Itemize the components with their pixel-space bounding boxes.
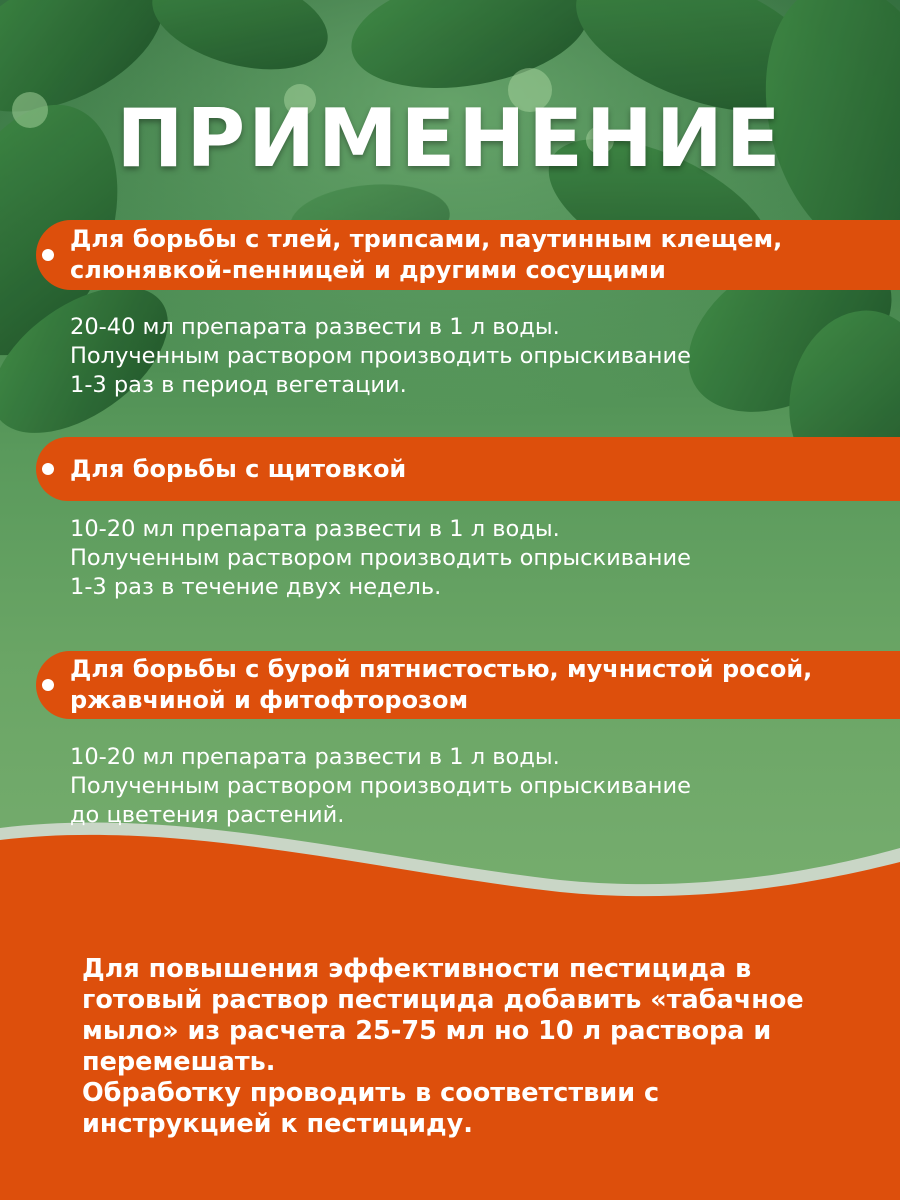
description-line: Полученным раствором производить опрыскивание (70, 343, 691, 369)
footer-line: перемешать. (82, 1047, 276, 1077)
bullet-dot-icon (42, 249, 54, 261)
section-description (70, 743, 870, 830)
description-line: Полученным раствором производить опрыскивание (70, 545, 691, 571)
heading-line: Для борьбы с тлей, трипсами, паутинным клещем, (70, 225, 783, 253)
heading-line: слюнявкой-пенницей и другими сосущими (70, 256, 666, 284)
footer-line: Обработку проводить в соответствии с (82, 1078, 660, 1108)
description-line: 1-3 раз в период вегетации. (70, 372, 407, 398)
section-heading-text (70, 224, 782, 286)
page-title: ПРИМЕНЕНИЕ (116, 92, 784, 185)
heading-line: ржавчиной и фитофторозом (70, 686, 469, 714)
section-heading-scale (36, 437, 900, 501)
section-description (70, 515, 870, 602)
bullet-dot-icon (42, 463, 54, 475)
section-heading-text (70, 654, 812, 716)
footer-line: готовый раствор пестицида добавить «табачное (82, 985, 804, 1015)
section-heading-fungal (36, 651, 900, 719)
footer-line: инструкцией к пестициду. (82, 1109, 473, 1139)
description-line: 10-20 мл препарата развести в 1 л воды. (70, 516, 560, 542)
footer-line: Для повышения эффективности пестицида в (82, 954, 752, 984)
section-heading-aphids (36, 220, 900, 290)
description-line: 20-40 мл препарата развести в 1 л воды. (70, 314, 560, 340)
description-line: Полученным раствором производить опрыскивание (70, 773, 691, 799)
bullet-dot-icon (42, 679, 54, 691)
description-line: до цветения растений. (70, 802, 345, 828)
description-line: 10-20 мл препарата развести в 1 л воды. (70, 744, 560, 770)
heading-line: Для борьбы с щитовкой (70, 454, 407, 483)
heading-line: Для борьбы с бурой пятнистостью, мучнистой росой, (70, 655, 813, 683)
footer-line: мыло» из расчета 25-75 мл но 10 л раствора и (82, 1016, 772, 1046)
section-description (70, 313, 870, 400)
footer-note (82, 954, 872, 1140)
description-line: 1-3 раз в течение двух недель. (70, 574, 442, 600)
section-heading-text (70, 454, 406, 485)
